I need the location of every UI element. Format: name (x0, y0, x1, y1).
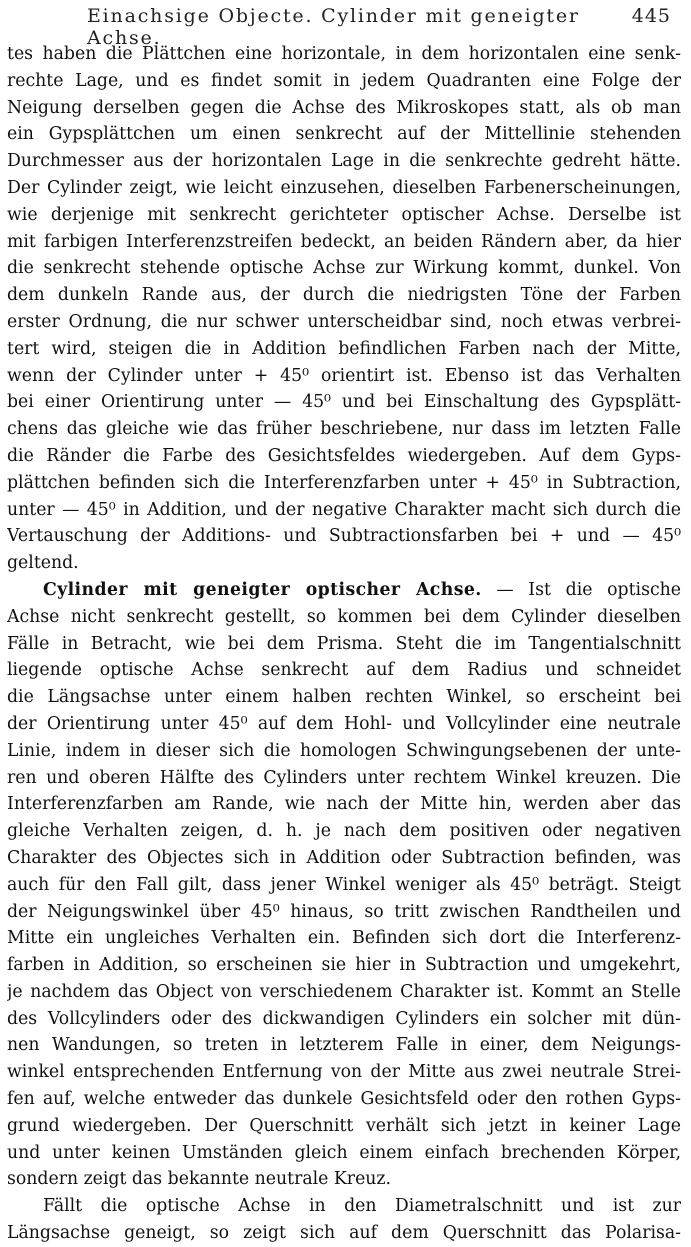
section-heading: Cylinder mit geneigter optischer Achse. (43, 579, 482, 600)
text-line: unter — 45⁰ in Addition, und der negative Charakter macht sich durch die (7, 499, 681, 520)
text-line: tes haben die Plättchen eine horizontale, in dem horizontalen eine senk- (7, 44, 681, 64)
text-line: der Orientirung unter 45⁰ auf dem Hohl- und Vollcylinder eine neutrale (7, 713, 681, 734)
paragraph-1 (7, 41, 681, 577)
text-line: fen auf, welche entweder das dunkele Gesichtsfeld oder den rothen Gyps- (7, 1089, 681, 1110)
page-number: 445 (631, 5, 671, 27)
text-line: plättchen befinden sich die Interferenzfarben unter + 45⁰ in Subtraction, (7, 472, 681, 493)
text-line: mit farbigen Interferenzstreifen bedeckt, an beiden Rändern aber, da hier (7, 231, 681, 252)
text-line: die senkrecht stehende optische Achse zur Wirkung kommt, dunkel. Von (7, 258, 681, 279)
text-line: die Ränder die Farbe des Gesichtsfeldes wiedergeben. Auf dem Gyps- (7, 445, 681, 466)
text-line: erster Ordnung, die nur schwer unterscheidbar sind, noch etwas verbrei- (7, 311, 681, 332)
text-line: Mitte ein ungleiches Verhalten ein. Befinden sich dort die Interferenz- (7, 928, 681, 949)
text-line: bei einer Orientirung unter — 45⁰ und bei Einschaltung des Gypsplätt- (7, 392, 681, 413)
text-line: Durchmesser aus der horizontalen Lage in die senkrechte gedreht hätte. (7, 151, 681, 172)
text-line: der Neigungswinkel über 45⁰ hinaus, so tritt zwischen Randtheilen und (7, 901, 681, 922)
text-line: farben in Addition, so erscheinen sie hier in Subtraction und umgekehrt, (7, 955, 681, 976)
text-line: rechte Lage, und es findet somit in jedem Quadranten eine Folge der (7, 70, 681, 91)
page-header (7, 5, 681, 49)
paragraph-2 (7, 577, 681, 1193)
text-line: grund wiedergeben. Der Querschnitt verhält sich jetzt in keiner Lage (7, 1115, 681, 1136)
text-line: nen Wandungen, so treten in letzterem Falle in einer, dem Neigungs- (7, 1035, 681, 1056)
text-line: ren und oberen Hälfte des Cylinders unter rechtem Winkel kreuzen. Die (7, 767, 681, 788)
text-line (7, 577, 681, 604)
running-head: Einachsige Objecte. Cylinder mit geneigter Achse. (87, 5, 580, 49)
text-line: auch für den Fall gilt, dass jener Winkel weniger als 45⁰ beträgt. Steigt (7, 874, 681, 895)
text-line: des Vollcylinders oder des dickwandigen Cylinders ein solcher mit dün- (7, 1008, 681, 1029)
text-line: wenn der Cylinder unter + 45⁰ orientirt ist. Ebenso ist das Verhalten (7, 365, 681, 386)
text-line: und unter keinen Umständen gleich einem einfach brechenden Körper, (7, 1142, 681, 1163)
paragraph-3 (7, 1193, 681, 1247)
text-line: wie derjenige mit senkrecht gerichteter optischer Achse. Derselbe ist (7, 204, 681, 225)
text-line: tert wird, steigen die in Addition befindlichen Farben nach der Mitte, (7, 338, 681, 359)
text-line: Fälle in Betracht, wie bei dem Prisma. Steht die im Tangentialschnitt (7, 633, 681, 654)
text-line: winkel entsprechenden Entfernung von der Mitte aus zwei neutrale Strei- (7, 1062, 681, 1083)
text-line: Neigung derselben gegen die Achse des Mikroskopes statt, als ob man (7, 97, 681, 118)
text-line: Der Cylinder zeigt, wie leicht einzusehen, dieselben Farbenerscheinungen, (7, 177, 681, 198)
text-line: Charakter des Objectes sich in Addition oder Subtraction befinden, was (7, 847, 681, 868)
text-line: sondern zeigt das bekannte neutrale Kreuz. (7, 1169, 392, 1190)
text-line: dem dunkeln Rande aus, der durch die niedrigsten Töne der Farben (7, 285, 681, 306)
text-line: Achse nicht senkrecht gestellt, so kommen bei dem Cylinder dieselben (7, 606, 681, 627)
text-line: ein Gypsplättchen um einen senkrecht auf der Mittellinie stehenden (7, 124, 681, 145)
text-line: liegende optische Achse senkrecht auf dem Radius und schneidet (7, 660, 681, 681)
text-line: Vertauschung der Additions- und Subtractionsfarben bei + und — 45⁰ (7, 526, 681, 547)
text-line: Interferenzfarben am Rande, wie nach der Mitte hin, werden aber das (7, 794, 681, 815)
body-text (7, 41, 681, 1247)
text-line: gleiche Verhalten zeigen, d. h. je nach dem positiven oder negativen (7, 821, 681, 842)
text-line: chens das gleiche wie das früher beschriebene, nur dass im letzten Falle (7, 419, 681, 440)
text-line: Fällt die optische Achse in den Diametralschnitt und ist zur (43, 1196, 681, 1217)
heading-continuation: — Ist die optische (481, 579, 681, 600)
text-line: die Längsachse unter einem halben rechten Winkel, so erscheint bei (7, 687, 681, 708)
text-line: je nachdem das Object von verschiedenem Charakter ist. Kommt an Stelle (7, 981, 681, 1002)
text-line: Längsachse geneigt, so zeigt sich auf dem Querschnitt das Polarisa- (7, 1223, 681, 1244)
text-line: Linie, indem in dieser sich die homologen Schwingungsebenen der unte- (7, 740, 681, 761)
text-line: geltend. (7, 553, 79, 574)
